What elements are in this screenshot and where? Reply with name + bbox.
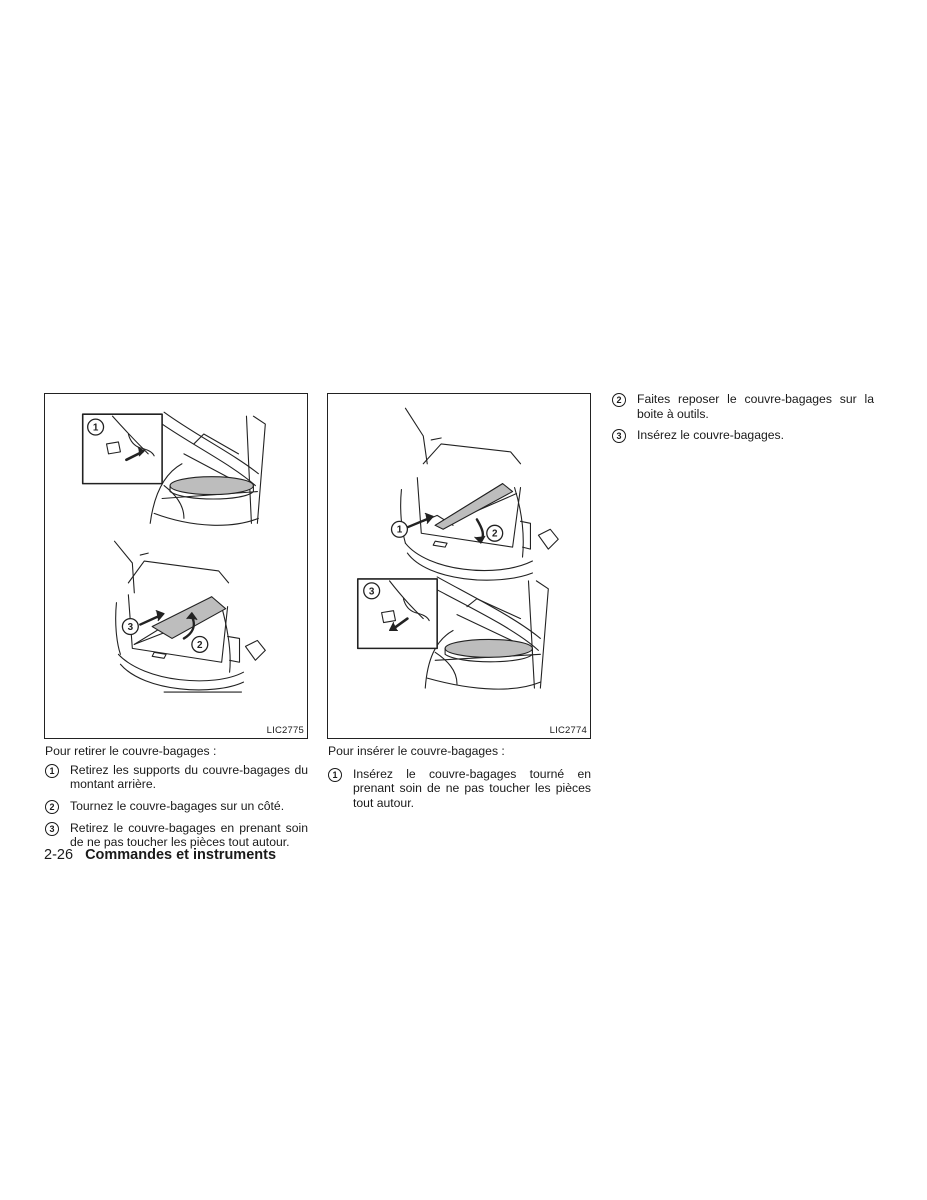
step-text: Retirez le couvre-bagages en prenant soin de ne pas toucher les pièces tout autour.: [70, 820, 308, 849]
insert-step-2: [612, 392, 874, 421]
remove-instructions: [45, 744, 308, 857]
callout-3-label: 3: [127, 622, 134, 634]
figure-code: LIC2775: [266, 725, 304, 736]
insert-instructions: [328, 744, 591, 817]
callout-1-label: 1: [92, 422, 99, 434]
figure-remove-cover: [44, 393, 308, 739]
insert-step-1: [328, 767, 591, 811]
remove-step-1: [45, 763, 308, 792]
remove-step-3: [45, 821, 308, 850]
figure-code: LIC2774: [549, 725, 587, 736]
page-footer: [44, 847, 276, 863]
callout-3-label: 3: [368, 586, 375, 598]
page-number: 2-26: [44, 847, 74, 863]
step-text: Tournez le couvre-bagages sur un côté.: [70, 798, 285, 813]
remove-step-2: [45, 799, 308, 814]
step-text: Retirez les supports du couvre-bagages du montant arrière.: [70, 762, 308, 791]
insert-intro: Pour insérer le couvre-bagages :: [328, 744, 505, 758]
insert-instructions-continued: [612, 392, 874, 450]
step-number-badge: 3: [45, 822, 59, 836]
step-number-badge: 3: [612, 429, 626, 443]
section-title: Commandes et instruments: [85, 847, 277, 863]
step-text: Faites reposer le couvre-bagages sur la boite à outils.: [637, 392, 874, 421]
callout-2-label: 2: [491, 528, 498, 540]
step-number-badge: 2: [612, 393, 626, 407]
illustration-insert-cover: [328, 394, 590, 738]
callout-2-label: 2: [197, 639, 203, 651]
callout-1-label: 1: [396, 524, 403, 536]
insert-step-3: [612, 428, 874, 443]
step-number-badge: 1: [45, 764, 59, 778]
illustration-remove-cover: [45, 394, 307, 738]
figure-insert-cover: [327, 393, 591, 739]
step-number-badge: 2: [45, 800, 59, 814]
step-text: Insérez le couvre-bagages tourné en prenant soin de ne pas toucher les pièces tout autour.: [353, 766, 591, 810]
step-number-badge: 1: [328, 768, 342, 782]
remove-intro: Pour retirer le couvre-bagages :: [45, 744, 217, 758]
step-text: Insérez le couvre-bagages.: [637, 428, 785, 442]
